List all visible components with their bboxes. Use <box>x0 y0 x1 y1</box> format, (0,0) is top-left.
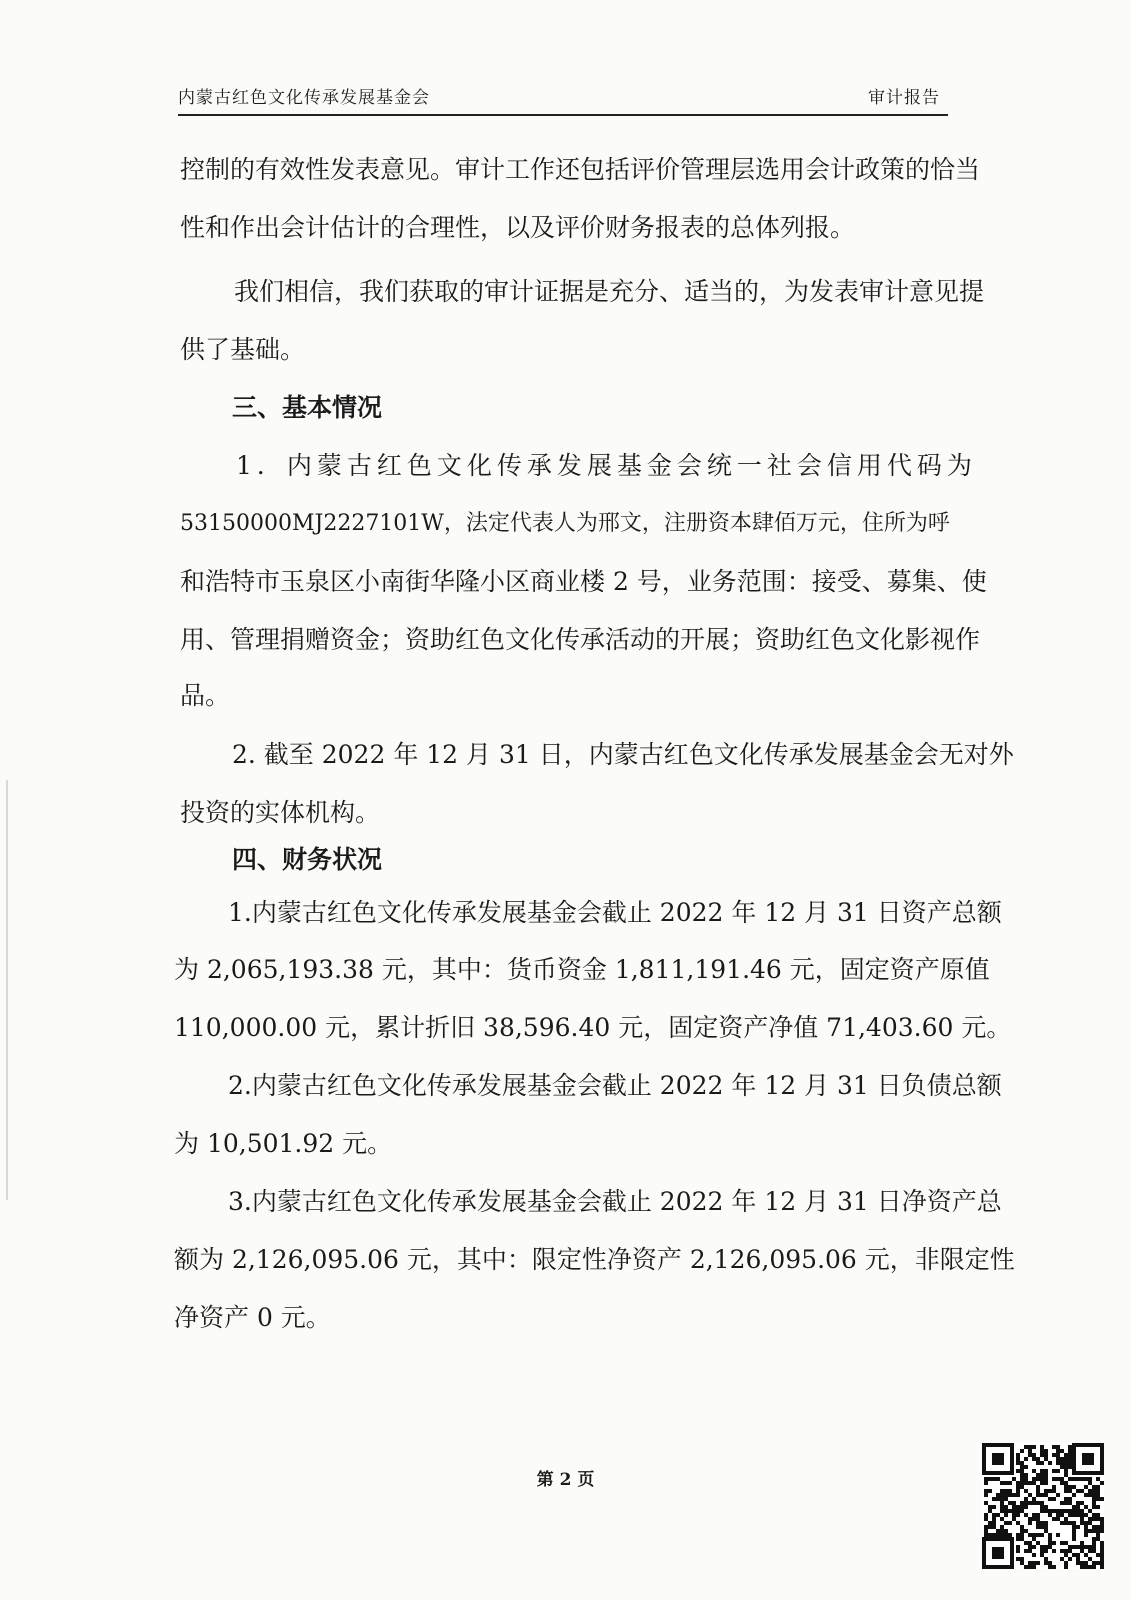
page-number: 第 2 页 <box>536 1470 595 1490</box>
text-line: 为 10,501.92 元。 <box>174 1129 393 1158</box>
text-line: 控制的有效性发表意见。审计工作还包括评价管理层选用会计政策的恰当 <box>180 155 981 184</box>
text-line: 额为 2,126,095.06 元，其中：限定性净资产 2,126,095.06 元，非限定性 <box>174 1245 1015 1274</box>
text-line: 品。 <box>180 681 231 710</box>
text-line: 2.内蒙古红色文化传承发展基金会截止 2022 年 12 月 31 日负债总额 <box>228 1071 1002 1100</box>
section-heading: 四、财务状况 <box>232 845 383 874</box>
page-header <box>178 82 948 116</box>
text-line: 用、管理捐赠资金；资助红色文化传承活动的开展；资助红色文化影视作 <box>180 625 981 654</box>
text-line: 净资产 0 元。 <box>174 1303 331 1332</box>
text-line: 1.内蒙古红色文化传承发展基金会截止 2022 年 12 月 31 日资产总额 <box>228 898 1002 927</box>
text-line: 供了基础。 <box>180 335 306 364</box>
text-line: 性和作出会计估计的合理性，以及评价财务报表的总体列报。 <box>180 213 856 242</box>
text-line: 110,000.00 元，累计折旧 38,596.40 元，固定资产净值 71,403.60 元。 <box>174 1013 1012 1042</box>
text-line: 53150000MJ2227101W，法定代表人为邢文，注册资本肆佰万元，住所为呼 <box>180 511 950 536</box>
text-line: 3.内蒙古红色文化传承发展基金会截止 2022 年 12 月 31 日净资产总 <box>228 1187 1002 1216</box>
text-line: 1．内蒙古红色文化传承发展基金会统一社会信用代码为 <box>236 451 977 480</box>
text-line: 和浩特市玉泉区小南街华隆小区商业楼 2 号，业务范围：接受、募集、使 <box>180 567 987 596</box>
text-line: 我们相信，我们获取的审计证据是充分、适当的，为发表审计意见提 <box>234 277 985 306</box>
header-org-name: 内蒙古红色文化传承发展基金会 <box>178 88 430 108</box>
header-report-label: 审计报告 <box>868 88 940 108</box>
text-line: 为 2,065,193.38 元，其中：货币资金 1,811,191.46 元，固定资产原值 <box>174 955 990 984</box>
qr-code-icon <box>982 1443 1104 1569</box>
section-heading: 三、基本情况 <box>232 393 383 422</box>
binding-shadow <box>6 780 8 1200</box>
text-line: 2. 截至 2022 年 12 月 31 日，内蒙古红色文化传承发展基金会无对外 <box>232 740 1014 769</box>
text-line: 投资的实体机构。 <box>180 798 381 827</box>
